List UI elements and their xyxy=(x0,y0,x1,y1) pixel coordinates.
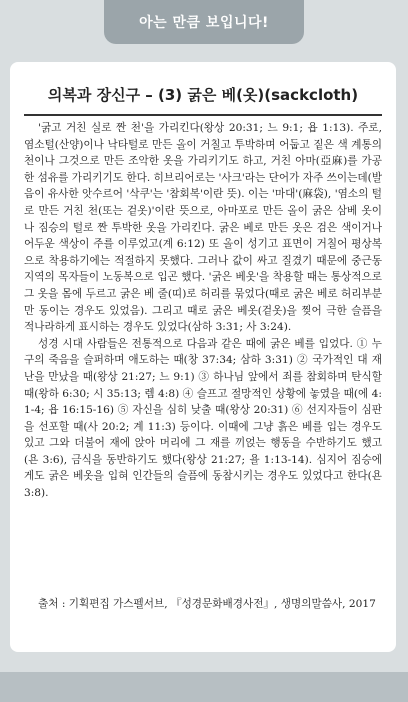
bottom-bar xyxy=(0,672,408,702)
section-banner xyxy=(104,0,304,44)
article-body xyxy=(24,120,382,502)
banner-label: 아는 만큼 보입니다! xyxy=(139,15,269,31)
article-title: 의복과 장신구 – (3) 굵은 베(옷)(sackcloth) xyxy=(47,86,359,104)
article-card xyxy=(10,62,396,652)
source-citation: 출처 : 기획편집 가스펠서브, 『성경문화배경사전』, 생명의말씀사, 2017 xyxy=(38,598,376,610)
title-underline xyxy=(24,114,382,116)
body-paragraph: '굵고 거친 실로 짠 천'을 가리킨다(왕상 20:31; 느 9:1; 욥 1:13). 주로, 염소털(산양)이나 낙타털로 만든 올이 거칠고 투박하며 어둡고 짙은 색 계통의 천이나 그것으로 만든 조악한 옷을 가리키기도 하고, 거친 아마(亞麻)를 가공한 섬유를 가리키기도 한다. 히브리어로는 '사크'라는 단어가 자주 쓰이는데(발음이 유사한 앗수르어 '삭쿠'는 '참회복'이란 뜻). 이는 '마대'(麻袋), '염소의 털로 만든 거친 천(또는 겉옷)'이란 뜻으로, 아마포로 만든 올이 굵은 삼베 옷이나 짐승의 털로 짠 투박한 옷을 가리킨다. 굵은 베로 만든 옷은 검은 색이거나 어두운 색상이 주를 이루었고(계 6:12) 또 올이 성기고 표면이 거칠어 평상복으로 착용하기에는 적절하지 못했다. 그러나 값이 싸고 질겼기 때문에 중근동 지역의 목자들이 노동복으로 입곤 했다. '굵은 베옷'을 착용할 때는 통상적으로 그 옷을 몸에 두르고 굵은 베 줄(띠)로 허리를 묶었다(때로 굵은 베로 허리부분만 동이는 경우도 있었음). 그리고 때로 굵은 베옷(겉옷)을 찢어 극한 슬픔을 적나라하게 표시하는 경우도 있었다(삼하 3:31; 사 3:24). xyxy=(24,122,382,334)
body-paragraph: 성경 시대 사람들은 전통적으로 다음과 같은 때에 굵은 베를 입었다. ① 누구의 죽음을 슬퍼하며 애도하는 때(창 37:34; 삼하 3:31) ② 국가적인 대 재난을 만났을 때(왕상 21:27; 느 9:1) ③ 하나님 앞에서 죄를 참회하며 탄식할 때(왕하 6:30; 시 35:13; 렘 4:8) ④ 슬프고 절망적인 상황에 놓였을 때(에 4:1-4; 욥 16:15-16) ⑤ 자신을 심히 낮출 때(왕상 20:31) ⑥ 선지자들이 심판을 선포할 때(사 20:2; 계 11:3) 등이다. 이때에 그냥 흙은 베를 입는 경우도 있고 그와 더불어 재에 앉아 머리에 그 재를 끼얹는 행동을 수반하기도 했고(욘 3:6), 금식을 동반하기도 했다(왕상 21:27; 욜 1:13-14). 심지어 짐승에게도 굵은 베옷을 입혀 인간들의 슬픔에 동참시키는 경우도 있었다고 한다(욘 3:8). xyxy=(24,337,382,500)
